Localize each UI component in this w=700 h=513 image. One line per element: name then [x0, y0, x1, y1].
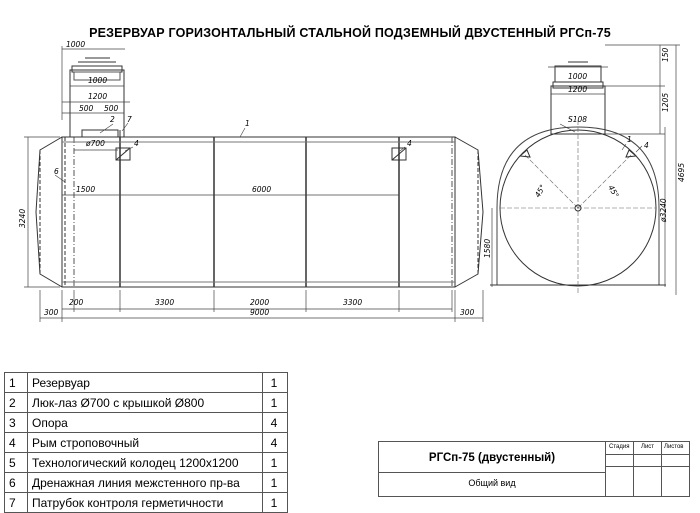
side-view: [24, 46, 483, 322]
dim-end-d3240: ø3240: [659, 198, 668, 222]
stamp-view-name: Общий вид: [468, 478, 516, 488]
angle-left: 45°: [532, 182, 548, 199]
dim-bot-3300-a: 3300: [155, 298, 175, 307]
spec-row: 6 Дренажная линия межстенного пр-ва 1: [5, 473, 288, 493]
callout-1: 1: [245, 119, 250, 128]
dim-end-1205: 1205: [661, 92, 670, 112]
dim-bot-300-b: 300: [460, 308, 475, 317]
end-callout-1: 1: [627, 135, 632, 144]
dim-hatch-1000: 1000: [88, 76, 108, 85]
dim-end-1580: 1580: [483, 238, 492, 258]
spec-row: 5 Технологический колодец 1200х1200 1: [5, 453, 288, 473]
dim-height-3240: 3240: [18, 208, 27, 228]
dim-well-1200: 1200: [88, 92, 108, 101]
drawing-title: РЕЗЕРВУАР ГОРИЗОНТАЛЬНЫЙ СТАЛЬНОЙ ПОДЗЕМНЫЙ ДВУСТЕННЫЙ РГСп-75: [89, 26, 611, 40]
callout-6: 6: [54, 167, 59, 176]
dim-bot-200: 200: [69, 298, 84, 307]
dim-bot-2000: 2000: [250, 298, 270, 307]
dim-end-1000: 1000: [568, 72, 588, 81]
dim-bot-300-a: 300: [44, 308, 59, 317]
dim-bot-3300-b: 3300: [343, 298, 363, 307]
dim-end-4695: 4695: [677, 162, 686, 182]
spec-row: 2 Люк-лаз Ø700 с крышкой Ø800 1: [5, 393, 288, 413]
callout-4: 4: [134, 139, 139, 148]
stamp-sheets-header: Листов: [664, 444, 684, 450]
callout-4-right: 4: [407, 139, 412, 148]
stamp-stage-header: Стадия: [609, 444, 630, 450]
callout-2: 2: [110, 115, 115, 124]
callout-7: 7: [127, 115, 132, 124]
dim-top-1000: 1000: [66, 40, 86, 49]
tank-right-end: [455, 137, 483, 287]
end-callout-4: 4: [644, 141, 649, 150]
title-block: [378, 441, 690, 497]
dim-end-1200: 1200: [568, 85, 588, 94]
spec-row: 4 Рым строповочный 4: [5, 433, 288, 453]
dim-half-500-a: 500: [79, 104, 94, 113]
dim-bot-9000: 9000: [250, 308, 270, 317]
dim-end-s108: S108: [568, 115, 588, 124]
end-view: [490, 45, 680, 295]
stamp-drawing-name: РГСп-75 (двустенный): [428, 452, 556, 464]
dim-half-500-b: 500: [104, 104, 119, 113]
stamp-sheet-header: Лист: [641, 444, 655, 450]
dim-side-6000: 6000: [252, 185, 272, 194]
dim-end-150: 150: [661, 47, 670, 62]
angle-right: 45°: [606, 183, 621, 200]
spec-row: 3 Опора 4: [5, 413, 288, 433]
specification-table: [4, 372, 288, 513]
spec-row: 1 Резервуар 1: [5, 373, 288, 393]
spec-row: 7 Патрубок контроля герметичности 1: [5, 493, 288, 513]
dim-side-1500: 1500: [76, 185, 96, 194]
dim-manhole-d700: ø700: [86, 139, 105, 148]
